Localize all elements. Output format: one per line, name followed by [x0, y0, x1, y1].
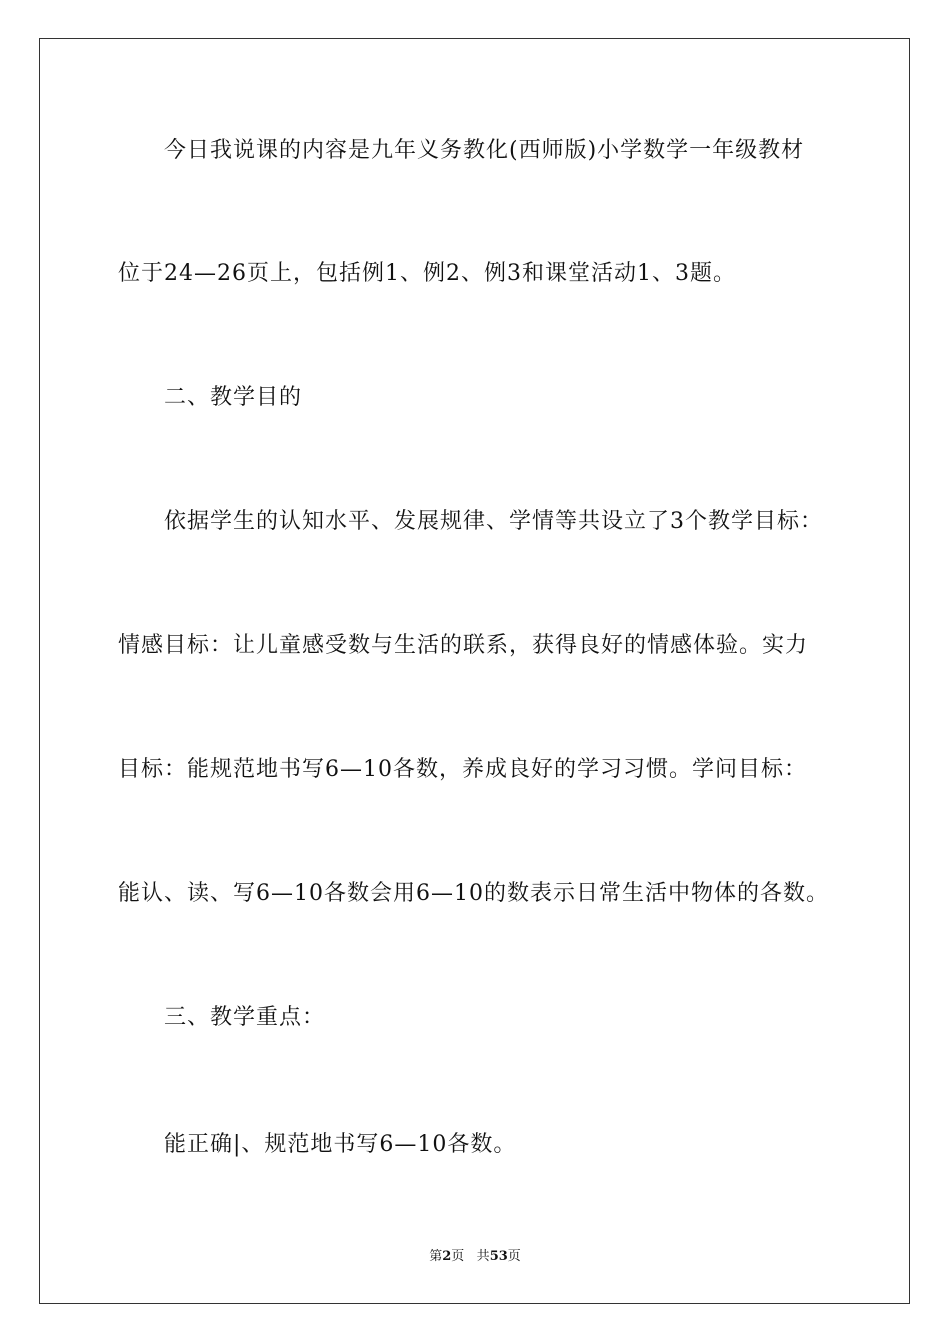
paragraph-line-3: 依据学生的认知水平、发展规律、学情等共设立了3个教学目标：: [164, 509, 823, 534]
page-footer: [0, 1248, 950, 1266]
paragraph-line-1: 今日我说课的内容是九年义务教化(西师版)小学数学一年级教材: [164, 138, 805, 163]
paragraph-line-7: 能正确|、规范地书写6—10各数。: [164, 1132, 517, 1157]
section-heading-teaching-focus: 三、教学重点：: [164, 1005, 326, 1030]
paragraph-line-6: 能认、读、写6—10各数会用6—10的数表示日常生活中物体的各数。: [118, 881, 829, 906]
paragraph-line-5: 目标：能规范地书写6—10各数，养成良好的学习习惯。学问目标：: [118, 757, 807, 782]
section-heading-teaching-goals: 二、教学目的: [164, 385, 303, 410]
paragraph-line-2: 位于24—26页上，包括例1、例2、例3和课堂活动1、3题。: [118, 261, 736, 286]
paragraph-line-4: 情感目标：让儿童感受数与生活的联系，获得良好的情感体验。实力: [118, 633, 809, 658]
footer-total-prefix: 共: [476, 1249, 490, 1264]
footer-page-suffix: 页: [451, 1249, 465, 1264]
footer-total-suffix: 页: [507, 1249, 521, 1264]
footer-page-number: 2: [442, 1249, 452, 1264]
page-border: [39, 38, 910, 1304]
footer-page-prefix: 第: [429, 1249, 443, 1264]
footer-total-pages: 53: [489, 1249, 508, 1264]
